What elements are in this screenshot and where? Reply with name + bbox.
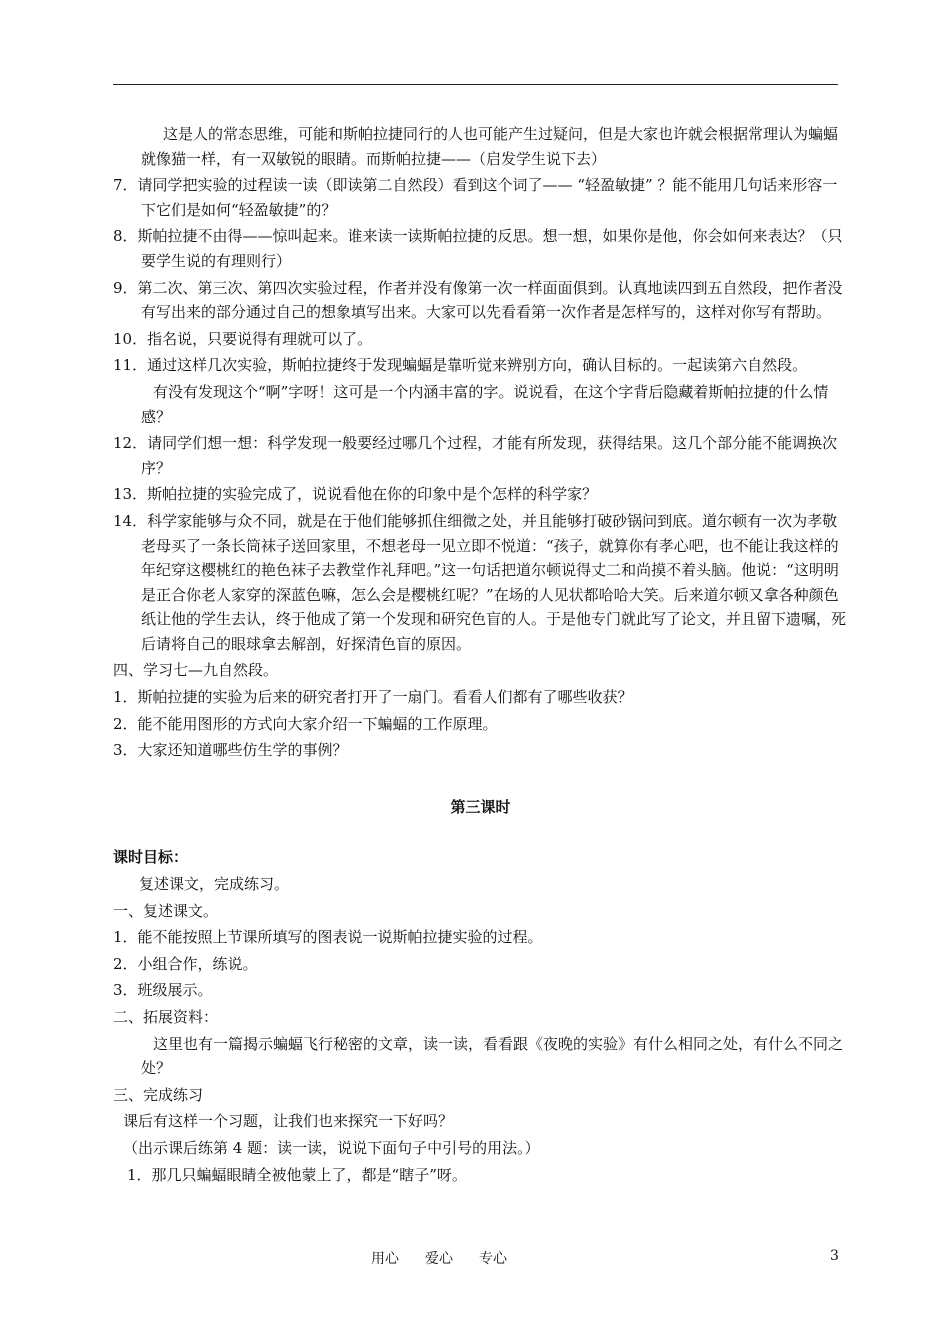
paragraph: 1．能不能按照上节课所填写的图表说一说斯帕拉捷实验的过程。 [113, 928, 543, 947]
paragraph: 这是人的常态思维，可能和斯帕拉捷同行的人也可能产生过疑问，但是大家也许就会根据常理认为蝙蝠就像猫一样，有一双敏锐的眼睛。而斯帕拉捷——（启发学生说下去） [141, 125, 839, 168]
paragraph: 3．大家还知道哪些仿生学的事例？ [113, 741, 348, 760]
paragraph: （出示课后练第 4 题：读一读，说说下面句子中引号的用法。） [123, 1138, 540, 1157]
paragraph: 13．斯帕拉捷的实验完成了，说说看他在你的印象中是个怎样的科学家？ [113, 485, 598, 504]
paragraph: 1．斯帕拉捷的实验为后来的研究者打开了一扇门。看看人们都有了哪些收获？ [113, 688, 633, 707]
footer-word: 用心 [371, 1251, 399, 1267]
paragraph: 三、完成练习 [113, 1085, 204, 1104]
document-body [113, 122, 848, 1189]
section-title: 第三课时 [450, 797, 511, 816]
paragraph: 课后有这样一个习题，让我们也来探究一下好吗？ [123, 1112, 454, 1131]
paragraph: 1．那几只蝙蝠眼睛全被他蒙上了，都是“瞎子”呀。 [127, 1165, 467, 1184]
paragraph: 一、复述课文。 [113, 901, 219, 920]
paragraph: 复述课文，完成练习。 [139, 875, 290, 894]
paragraph: 四、学习七—九自然段。 [113, 661, 279, 680]
footer-word: 专心 [479, 1251, 507, 1267]
paragraph: 3．班级展示。 [113, 981, 213, 1000]
lesson-three-section [113, 872, 848, 1187]
paragraph: 7．请同学把实验的过程读一读（即读第二自然段）看到这个词了—— “轻盈敏捷” ？能不能用几句话来形容一下它们是如何“轻盈敏捷”的？ [113, 176, 838, 219]
paragraph: 14．科学家能够与众不同，就是在于他们能够抓住细微之处，并且能够打破砂锅问到底。道尔顿有一次为孝敬老母买了一条长筒袜子送回家里，不想老母一见立即不悦道：“孩子，就算你有孝心吧，也不能让我这样的年纪穿这樱桃红的艳色袜子去教堂作礼拜吧。”这一句话把道尔顿说得丈二和尚摸不着头脑。他说：“这明明是正合你老人家穿的深蓝色嘛，怎么会是樱桃红呢？”在场的人见状都哈哈大笑。后来道尔顿又拿各种颜色纸让他的学生去认，终于他成了第一个发现和研究色盲的人。于是他专门就此写了论文，并且留下遗嘱，死后请将自己的眼球拿去解剖，好探清色盲的原因。 [113, 511, 847, 653]
paragraph: 有没有发现这个“啊”字呀！这可是一个内涵丰富的字。说说看，在这个字背后隐藏着斯帕拉捷的什么情感？ [141, 382, 829, 426]
footer-word: 爱心 [425, 1251, 453, 1267]
paragraph: 8．斯帕拉捷不由得——惊叫起来。谁来读一读斯帕拉捷的反思。想一想，如果你是他，你会如何来表达？（只要学生说的有理则行） [113, 227, 843, 270]
paragraph: 2．小组合作，练说。 [113, 954, 258, 973]
paragraph: 11．通过这样几次实验，斯帕拉捷终于发现蝙蝠是靠听觉来辨别方向，确认目标的。一起读第六自然段。 [113, 356, 808, 375]
paragraph: 2．能不能用图形的方式向大家介绍一下蝙蝠的工作原理。 [113, 714, 498, 733]
paragraph: 9．第二次、第三次、第四次实验过程，作者并没有像第一次一样面面俱到。认真地读四到五自然段，把作者没有写出来的部分通过自己的想象填写出来。大家可以先看看第一次作者是怎样写的，这样对你写有帮助。 [113, 278, 843, 322]
goal-label: 课时目标： [113, 848, 189, 867]
paragraph: 10．指名说，只要说得有理就可以了。 [113, 329, 373, 348]
footer-motto [371, 1248, 533, 1268]
page-number: 3 [830, 1248, 839, 1264]
header-rule [113, 84, 838, 85]
paragraph: 这里也有一篇揭示蝙蝠飞行秘密的文章，读一读，看看跟《夜晚的实验》有什么相同之处，有什么不同之处？ [141, 1034, 844, 1078]
lesson-two-section [113, 122, 848, 763]
paragraph: 二、拓展资料： [113, 1008, 219, 1026]
paragraph: 12．请同学们想一想：科学发现一般要经过哪几个过程，才能有所发现，获得结果。这几个部分能不能调换次序？ [113, 434, 838, 477]
